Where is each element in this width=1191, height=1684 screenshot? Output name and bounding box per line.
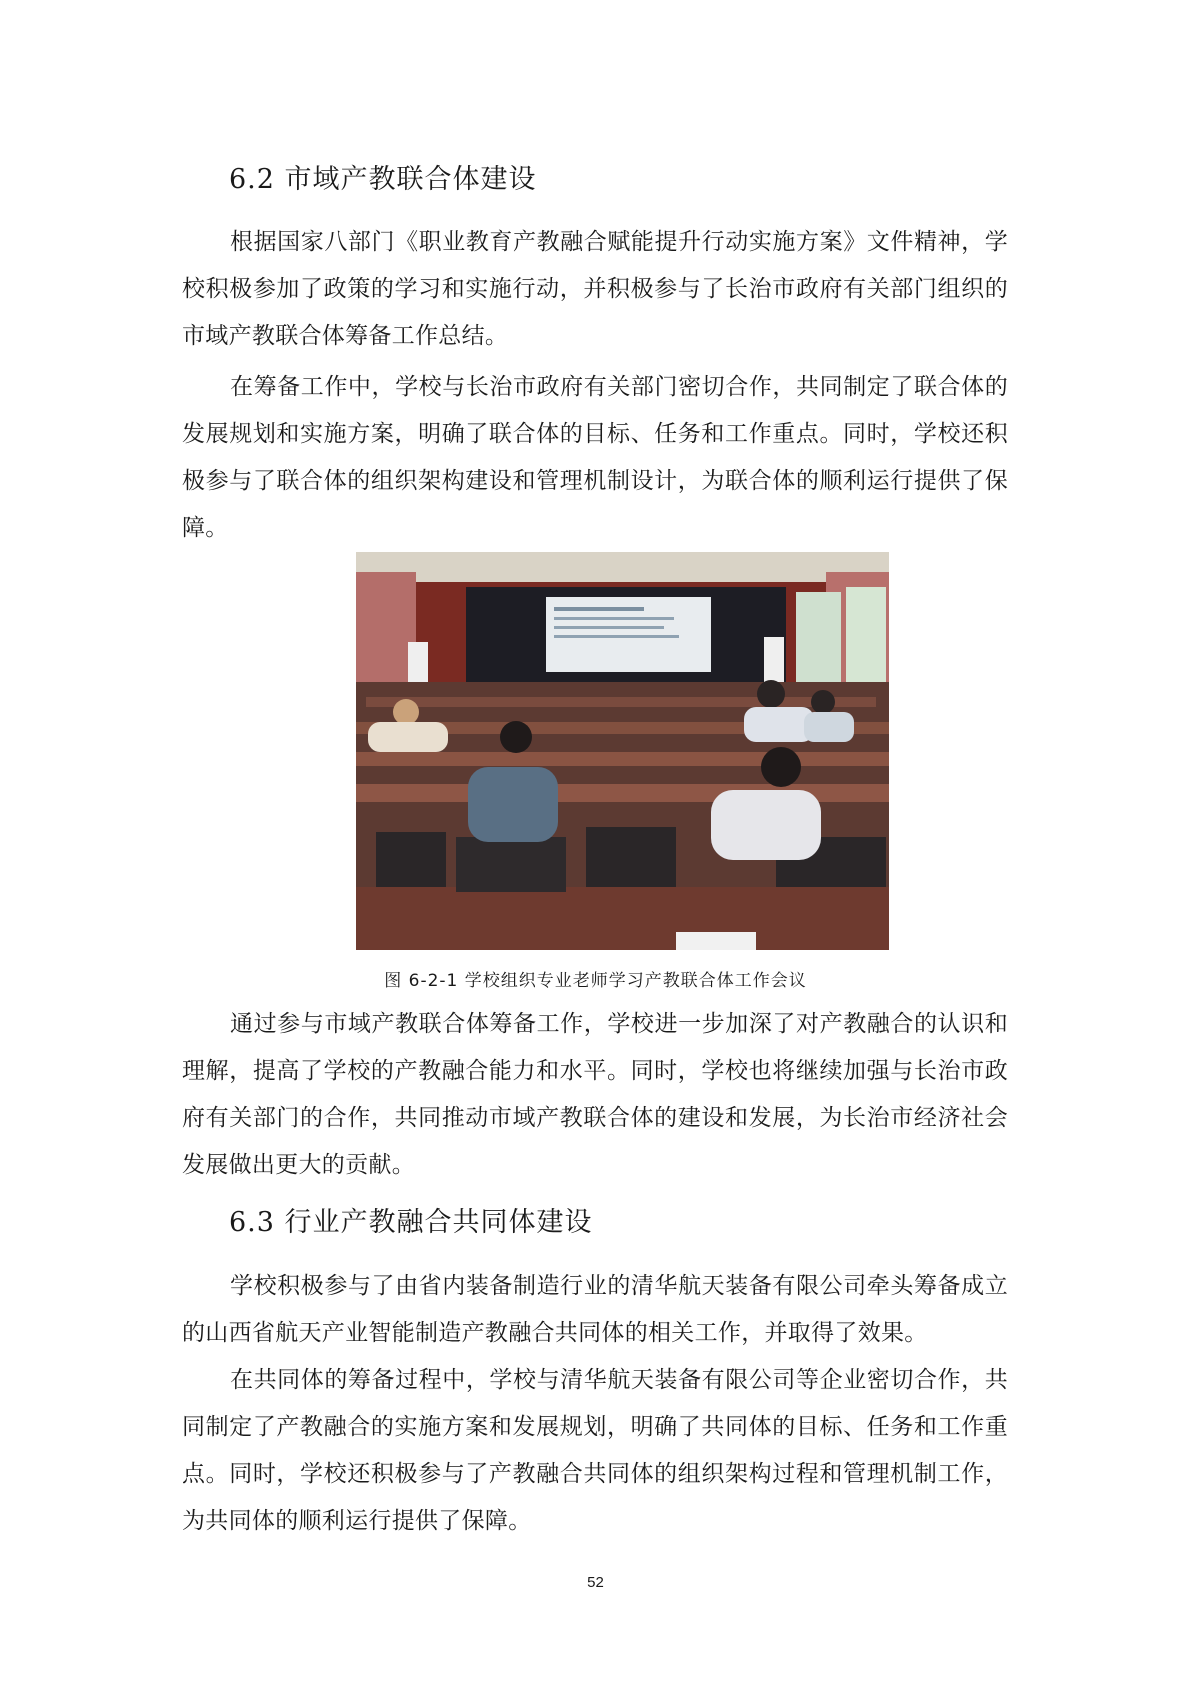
section-heading-6-3: 6.3 行业产教融合共同体建设 [229, 1207, 593, 1238]
paragraph: 学校积极参与了由省内装备制造行业的清华航天装备有限公司牵头筹备成立的山西省航天产业智能制造产教融合共同体的相关工作，并取得了效果。 [182, 1273, 1008, 1346]
meeting-photo [356, 552, 889, 950]
figure-caption: 图 6-2-1 学校组织专业老师学习产教联合体工作会议 [384, 971, 807, 991]
page-number: 52 [587, 1574, 604, 1591]
section-heading-6-2: 6.2 市域产教联合体建设 [229, 164, 537, 195]
paragraph: 在筹备工作中，学校与长治市政府有关部门密切合作，共同制定了联合体的发展规划和实施方案，明确了联合体的目标、任务和工作重点。同时，学校还积极参与了联合体的组织架构建设和管理机制设计，为联合体的顺利运行提供了保障。 [182, 374, 1008, 541]
paragraph: 通过参与市域产教联合体筹备工作，学校进一步加深了对产教融合的认识和理解，提高了学校的产教融合能力和水平。同时，学校也将继续加强与长治市政府有关部门的合作，共同推动市域产教联合体的建设和发展，为长治市经济社会发展做出更大的贡献。 [182, 1011, 1008, 1178]
paragraph: 根据国家八部门《职业教育产教融合赋能提升行动实施方案》文件精神，学校积极参加了政策的学习和实施行动，并积极参与了长治市政府有关部门组织的市域产教联合体筹备工作总结。 [182, 229, 1008, 349]
paragraph: 在共同体的筹备过程中，学校与清华航天装备有限公司等企业密切合作，共同制定了产教融合的实施方案和发展规划，明确了共同体的目标、任务和工作重点。同时，学校还积极参与了产教融合共同体的组织架构过程和管理机制工作，为共同体的顺利运行提供了保障。 [182, 1367, 1008, 1534]
